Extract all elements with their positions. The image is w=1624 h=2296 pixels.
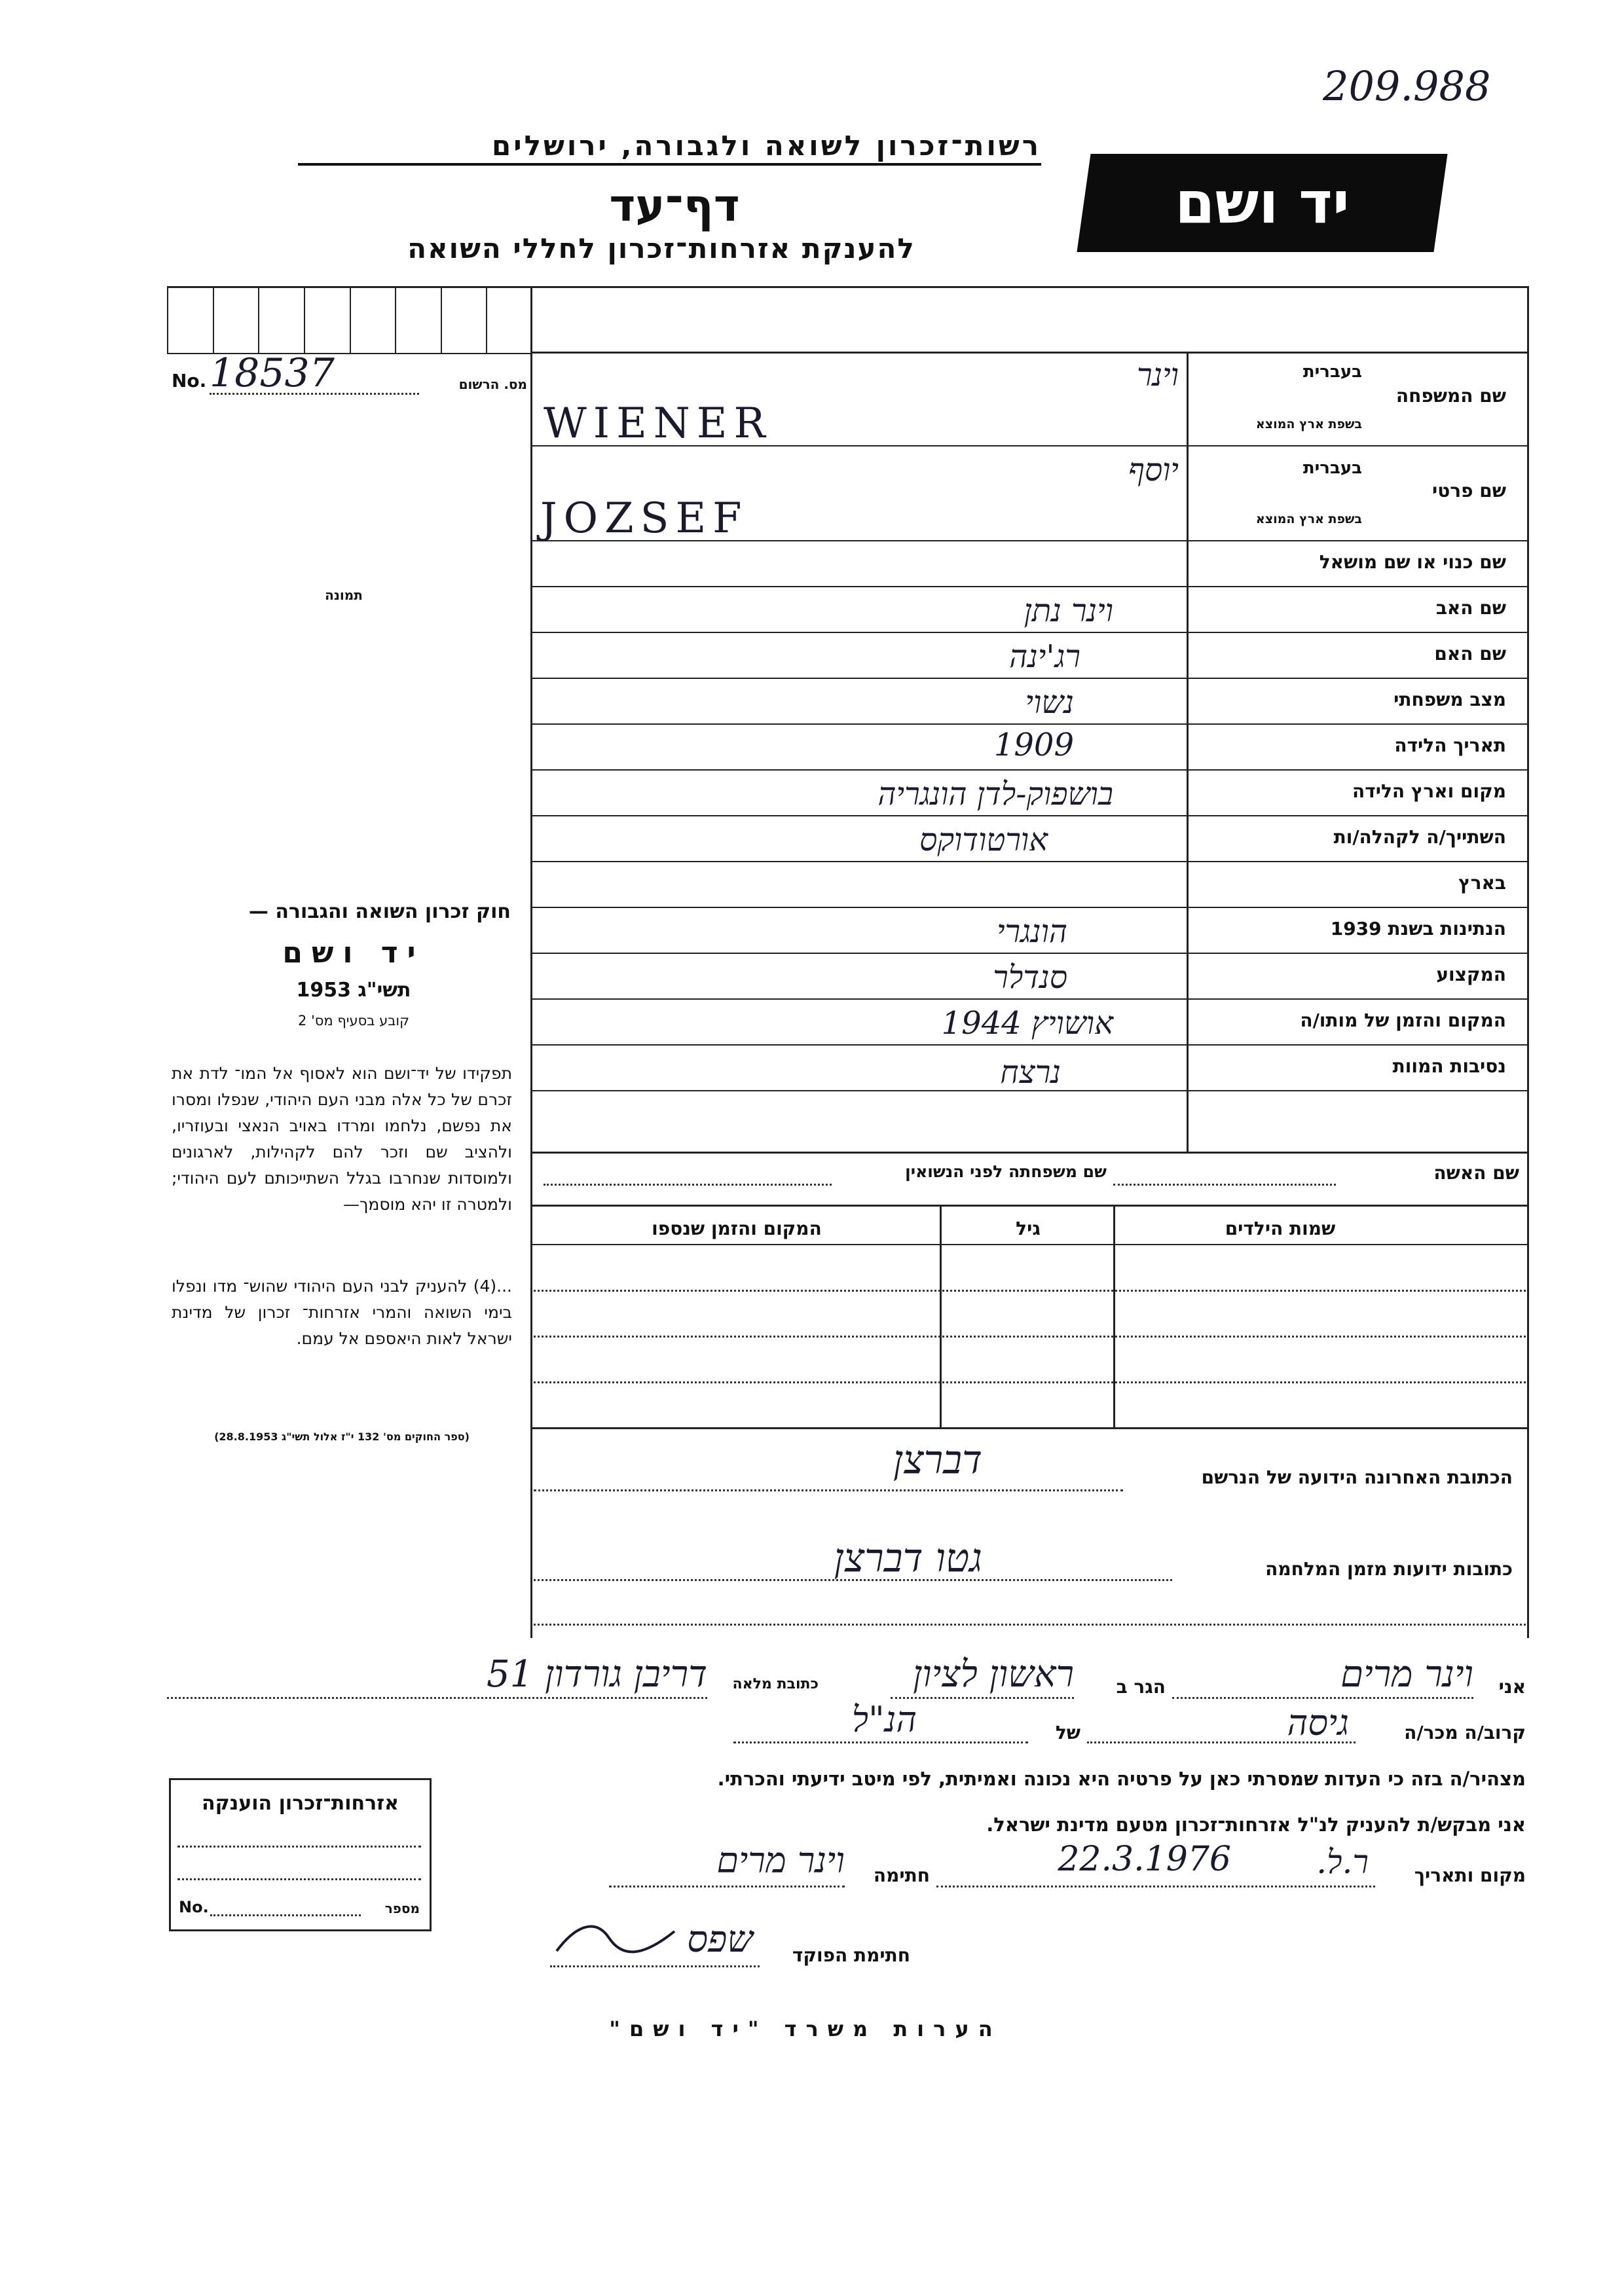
war-address-label: כתובות ידועות מזמן המלחמה xyxy=(1265,1558,1513,1580)
law-section: קובע בסעיף מס' 2 xyxy=(297,1013,409,1029)
birthplace-value: בושפוק-לדן הונגריה xyxy=(877,776,1113,812)
footer-remarks: הערות משרד "יד ושם" xyxy=(609,2016,1002,2041)
children-row-dotline xyxy=(534,1290,1526,1292)
signature-value: וינר מרים xyxy=(716,1840,845,1881)
birthplace-label: מקום וארץ הלידה xyxy=(1352,780,1506,802)
place-value: ר.ל. xyxy=(1316,1843,1369,1881)
father-value: וינר נתן xyxy=(1024,592,1113,629)
death-label: המקום והזמן של מותו/ה xyxy=(1300,1010,1506,1031)
surname-hebrew-value: וינר xyxy=(1136,357,1179,393)
declarant-resides-label: הגר ב xyxy=(1116,1676,1166,1698)
law-citation: (ספר החוקים מס' 132 י"ז אלול תשי"ג 28.8.1953) xyxy=(214,1430,470,1443)
registry-no-prefix: No. xyxy=(172,370,207,392)
community-value: אורטודוקס xyxy=(919,822,1048,858)
children-place-header: המקום והזמן שנספו xyxy=(652,1218,822,1239)
extra-dotline xyxy=(534,1624,1526,1626)
yad-vashem-logo xyxy=(1077,154,1447,252)
award-box-no-label: No. xyxy=(179,1898,209,1916)
place-date-dotline xyxy=(936,1886,1375,1887)
firstname-hebrew-value: יוסף xyxy=(1128,452,1179,488)
surname-original-value: WIENER xyxy=(544,399,772,448)
death-value: אושויץ 1944 xyxy=(941,1005,1113,1042)
row-line xyxy=(530,998,1529,1000)
row-line xyxy=(530,678,1529,679)
community-label: השתייך/ה לקהלה/ות xyxy=(1333,826,1506,848)
date-value: 22.3.1976 xyxy=(1058,1840,1231,1879)
award-box-dotline xyxy=(177,1878,421,1880)
award-box-number-label: מספר xyxy=(384,1901,420,1916)
form-title: דף־עד xyxy=(609,180,740,232)
declarant-relation-value: גיסה xyxy=(1287,1702,1349,1743)
declarant-of-dotline xyxy=(733,1741,1028,1743)
row-line xyxy=(530,769,1529,771)
declarant-address-value: דריבן גורדון 51 xyxy=(486,1653,707,1696)
registry-number: 18537 xyxy=(210,350,335,396)
country-label: בארץ xyxy=(1458,872,1506,894)
citizenship-label: הנתינות בשנת 1939 xyxy=(1330,918,1506,939)
law-text-2: ...(4) להעניק לבני העם היהודי שהוש־ מדו ונפלו בימי השואה והמרי אזרחות־ זכרון של מדינת ישראל לאות היאספם אל עמם. xyxy=(172,1277,512,1348)
last-address-label: הכתובת האחרונה הידועה של הנרשם xyxy=(1201,1467,1513,1488)
declarant-ani-label: אני xyxy=(1498,1676,1526,1698)
declarant-name-value: וינר מרים xyxy=(1340,1653,1473,1696)
last-address-dotline xyxy=(534,1489,1123,1491)
registry-dotline xyxy=(210,393,419,395)
profession-label: המקצוע xyxy=(1436,964,1506,985)
wife-maiden-label: שם משפחתה לפני הנשואין xyxy=(905,1162,1107,1181)
children-col-divider xyxy=(1113,1205,1115,1427)
marital-label: מצב משפחתי xyxy=(1393,689,1506,710)
declarant-of-label: של xyxy=(1055,1722,1080,1743)
frame-second xyxy=(530,352,1529,354)
row-line xyxy=(530,907,1529,908)
frame-top xyxy=(167,286,1529,288)
authority-title: רשות־זכרון לשואה ולגבורה, ירושלים xyxy=(298,130,1041,166)
frame-right xyxy=(1527,286,1529,1638)
row-line xyxy=(530,1427,1529,1429)
declarant-city-value: ראשון לציון xyxy=(913,1653,1074,1696)
mother-label: שם האם xyxy=(1434,643,1506,665)
award-box-dotline xyxy=(177,1846,421,1848)
children-col-divider xyxy=(940,1205,942,1427)
circumstances-label: נסיבות המוות xyxy=(1392,1055,1506,1077)
declarant-statement-1: מצהיר/ה בזה כי העדות שמסרתי כאן על פרטיה היא נכונה ואמיתית, לפי מיטב ידיעתי והכרתי. xyxy=(717,1768,1526,1790)
firstname-heb-label: בעברית xyxy=(1302,458,1362,478)
children-header-line xyxy=(530,1244,1529,1245)
citizenship-value: הונגרי xyxy=(996,913,1067,950)
declarant-of-value: הנ"ל xyxy=(851,1699,917,1740)
children-row-dotline xyxy=(534,1336,1526,1338)
marital-value: נשוי xyxy=(1025,684,1074,721)
row-line xyxy=(530,586,1529,587)
award-box-title: אזרחות־זכרון הוענקה xyxy=(201,1792,399,1815)
registry-grid xyxy=(167,286,532,354)
birthdate-value: 1909 xyxy=(993,727,1074,763)
declarant-statement-2: אני מבקש/ת להעניק לנ"ל אזרחות־זכרון מטעם מדינת ישראל. xyxy=(986,1813,1526,1836)
row-line xyxy=(530,632,1529,633)
circumstances-value: נרצח xyxy=(1000,1054,1061,1091)
row-line xyxy=(530,861,1529,862)
last-address-value: דברצן xyxy=(893,1437,982,1483)
row-line xyxy=(530,815,1529,816)
row-line xyxy=(530,1044,1529,1046)
nickname-label: שם כנוי או שם מושאל xyxy=(1319,551,1506,573)
frame-left xyxy=(530,286,532,1638)
logo-text: יד ושם xyxy=(1175,169,1350,236)
signature-label: חתימה xyxy=(873,1865,930,1886)
law-year: תשי"ג 1953 xyxy=(296,979,411,1002)
law-name: יד ושם xyxy=(282,936,425,970)
children-names-header: שמות הילדים xyxy=(1225,1218,1336,1239)
children-row-dotline xyxy=(534,1381,1526,1383)
officer-label: חתימת הפוקד xyxy=(792,1944,910,1966)
declarant-full-address-label: כתובת מלאה xyxy=(732,1676,819,1692)
mother-value: רג'ינה xyxy=(1009,638,1080,675)
declarant-city-dotline xyxy=(891,1697,1074,1699)
birthdate-label: תאריך הלידה xyxy=(1394,735,1506,756)
declarant-relative-label: קרוב/ה מכר/ה xyxy=(1404,1722,1526,1743)
photo-label: תמונה xyxy=(325,587,363,603)
award-box xyxy=(169,1778,432,1931)
law-title: חוק זכרון השואה והגבורה — xyxy=(248,900,511,923)
surname-heb-label: בעברית xyxy=(1302,362,1362,382)
label-column-divider xyxy=(1187,352,1189,1152)
surname-label: שם המשפחה xyxy=(1395,385,1506,407)
registry-label: מס. הרשום xyxy=(458,376,527,392)
officer-signature-value: שפס xyxy=(687,1918,753,1961)
row-line xyxy=(530,1152,1529,1154)
firstname-original-value: JOZSEF xyxy=(540,494,748,543)
wife-dotline xyxy=(1113,1184,1336,1186)
award-box-no-dotline xyxy=(210,1914,361,1916)
profession-value: סנדלר xyxy=(993,959,1067,996)
row-line xyxy=(530,1205,1529,1207)
children-age-header: גיל xyxy=(1016,1218,1041,1239)
wife-maiden-dotline xyxy=(544,1184,832,1186)
form-subtitle: להענקת אזרחות־זכרון לחללי השואה xyxy=(407,232,915,264)
wife-label: שם האשה xyxy=(1433,1162,1519,1184)
row-line xyxy=(530,953,1529,954)
war-address-value: גטו דברצן xyxy=(834,1535,982,1581)
father-label: שם האב xyxy=(1435,597,1506,619)
surname-orig-label: בשפת ארץ המוצא xyxy=(1255,417,1362,431)
declarant-name-dotline xyxy=(1172,1697,1473,1699)
place-date-label: מקום ותאריך xyxy=(1414,1865,1526,1886)
declarant-address-dotline xyxy=(167,1697,707,1699)
firstname-orig-label: בשפת ארץ המוצא xyxy=(1255,512,1362,526)
firstname-label: שם פרטי xyxy=(1431,480,1506,501)
archive-number: 209.988 xyxy=(1323,62,1491,110)
law-text-1: תפקידו של יד־ושם הוא לאסוף אל המו־ לדת את זכרם של כל אלה מבני העם היהודי, שנפלו ומסרו את נפשם, נלחמו ומרדו באויב הנאצי ובעוזריו, ולהציב שם וזכר להם לקהילות, לארגונים ולמוסדות שנחרבו בגלל השתייכותם לעם היהודי; ולמטרה זו יהא מוסמך— xyxy=(172,1064,512,1214)
officer-signature-scribble xyxy=(550,1912,681,1964)
row-line xyxy=(530,723,1529,725)
signature-dotline xyxy=(609,1886,845,1887)
officer-dotline xyxy=(550,1965,760,1967)
